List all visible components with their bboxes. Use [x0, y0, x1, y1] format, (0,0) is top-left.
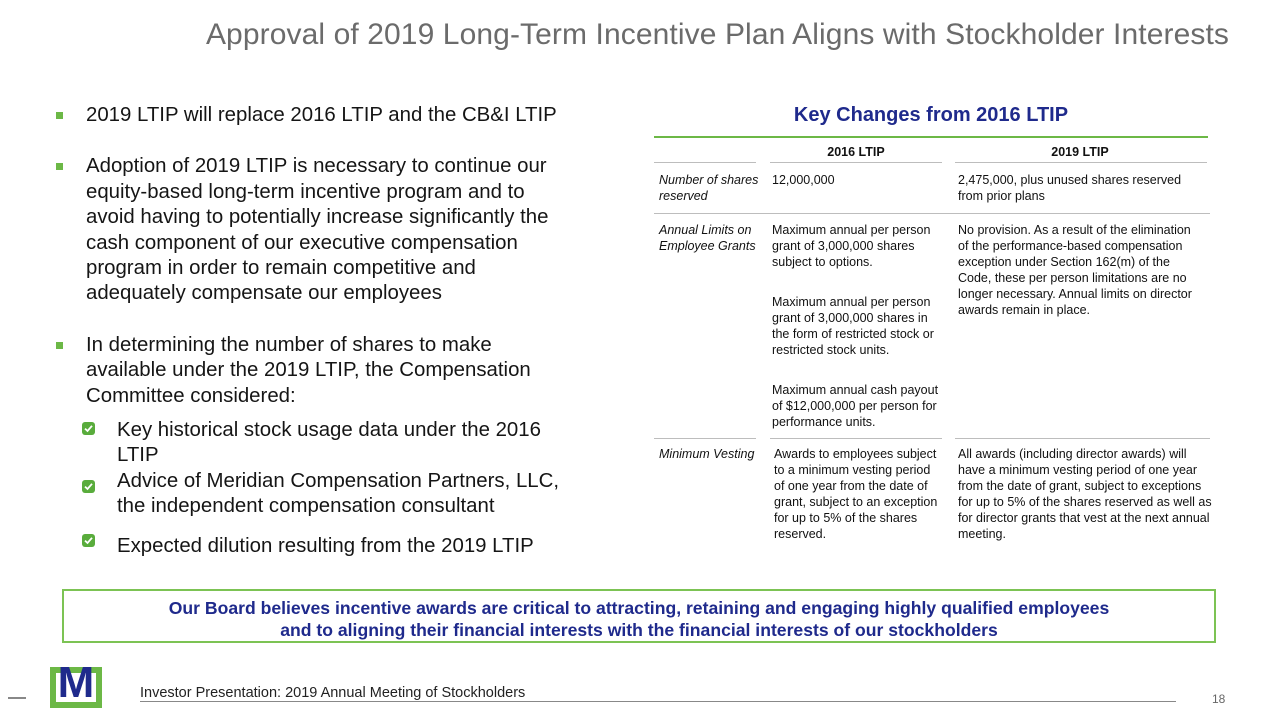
- sub-bullet-text: Advice of Meridian Compensation Partners, LLC, the independent compensation consultant: [117, 469, 560, 518]
- cell-2019: No provision. As a result of the elimination of the performance-based compensation exception under Section 162(m) of the Code, these per person limitations are no longer necessary. Annual limits on director awards remain in place.: [958, 223, 1192, 317]
- row-label: Minimum Vesting: [659, 447, 755, 461]
- cell-2016: Maximum annual per person grant of 3,000,000 shares subject to options.: [772, 223, 931, 269]
- column-header-2016: 2016 LTIP: [827, 145, 885, 159]
- cell-2016: Maximum annual per person grant of 3,000,000 shares in the form of restricted stock or restricted stock units.: [772, 295, 934, 357]
- sub-bullet-item: [56, 418, 576, 469]
- sub-bullet-item: [56, 469, 576, 520]
- row-label: Annual Limits on Employee Grants: [659, 223, 756, 253]
- footer-text: Investor Presentation: 2019 Annual Meeting of Stockholders: [140, 685, 526, 701]
- bullet-text: Adoption of 2019 LTIP is necessary to continue our equity-based long-term incentive program and to avoid having to potentially increase significantly the cash component of our executive compensation program in order to remain competitive and adequately compensate our employees: [86, 155, 549, 305]
- column-header-2019: 2019 LTIP: [1051, 145, 1109, 159]
- footer-rule: [140, 701, 1176, 702]
- cell-2016: 12,000,000: [772, 173, 835, 187]
- cell-2016: Awards to employees subject to a minimum vesting period of one year from the date of grant, subject to an exception for up to 5% of the shares reserved.: [774, 447, 938, 541]
- page-title: Approval of 2019 Long-Term Incentive Plan Aligns with Stockholder Interests: [205, 18, 1229, 51]
- checkmark-icon: [82, 534, 95, 547]
- row-divider: [654, 213, 1210, 214]
- square-bullet-icon: [56, 163, 63, 170]
- board-statement-callout: [62, 589, 1216, 643]
- row-divider: [654, 162, 756, 163]
- cell-2019: 2,475,000, plus unused shares reserved from prior plans: [958, 173, 1182, 203]
- row-divider: [955, 438, 1210, 439]
- callout-line: Our Board believes incentive awards are critical to attracting, retaining and engaging highly qualified employees: [168, 598, 1110, 618]
- checkmark-icon: [82, 480, 95, 493]
- row-divider: [770, 438, 942, 439]
- cell-2019: All awards (including director awards) will have a minimum vesting period of one year from the date of grant, subject to exceptions for up to 5% of the shares reserved as well as for director grants that vest at the next annual meeting.: [958, 447, 1212, 541]
- bullet-text: In determining the number of shares to make available under the 2019 LTIP, the Compensation Committee considered:: [86, 333, 531, 407]
- callout-line: and to aligning their financial interests with the financial interests of our stockholders: [280, 620, 998, 640]
- bullet-item: [56, 103, 576, 128]
- checkmark-icon: [82, 422, 95, 435]
- footer-dash: [8, 697, 26, 699]
- bullet-list: [56, 103, 576, 559]
- table-heading: Key Changes from 2016 LTIP: [793, 104, 1069, 126]
- page-number: 18: [1212, 692, 1226, 706]
- heading-divider: [654, 136, 1208, 138]
- row-label: Number of shares reserved: [659, 173, 759, 203]
- bullet-item: [56, 154, 576, 306]
- row-divider: [955, 162, 1207, 163]
- sub-bullet-text: Expected dilution resulting from the 2019 LTIP: [117, 534, 534, 557]
- square-bullet-icon: [56, 342, 63, 349]
- square-bullet-icon: [56, 112, 63, 119]
- row-divider: [770, 162, 942, 163]
- sub-bullet-item: [56, 534, 576, 559]
- bullet-item: [56, 333, 576, 409]
- row-divider: [654, 438, 756, 439]
- company-logo: [50, 658, 102, 708]
- cell-2016: Maximum annual cash payout of $12,000,000 per person for performance units.: [772, 383, 939, 429]
- bullet-text: 2019 LTIP will replace 2016 LTIP and the CB&I LTIP: [86, 104, 557, 126]
- logo-letter: M: [57, 658, 95, 707]
- sub-bullet-text: Key historical stock usage data under the 2016 LTIP: [117, 419, 541, 467]
